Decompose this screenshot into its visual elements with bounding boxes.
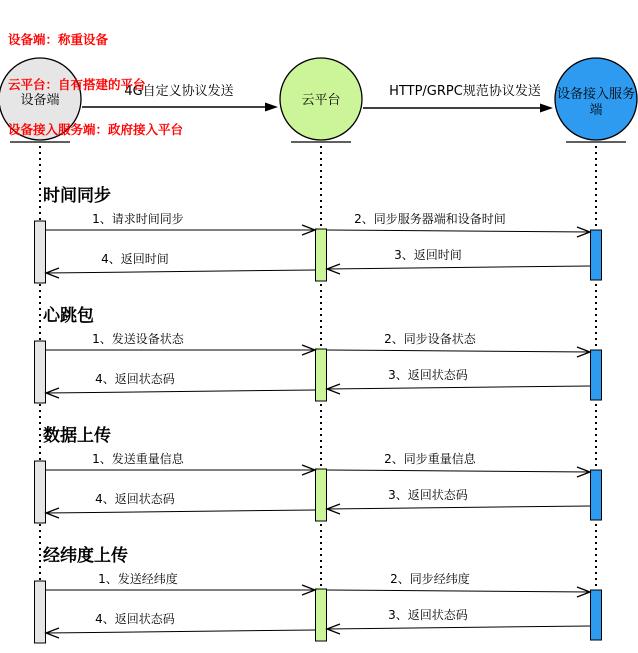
message-label: 3、返回状态码 [388, 608, 468, 622]
protocol-arrow-label: HTTP/GRPC规范协议发送 [389, 84, 541, 99]
message-label: 3、返回时间 [394, 248, 462, 262]
activation-bar-2 [591, 590, 602, 640]
message-label: 4、返回时间 [101, 252, 169, 266]
section-title: 时间同步 [43, 186, 111, 206]
message-label: 4、返回状态码 [95, 492, 175, 506]
section-title: 数据上传 [43, 426, 111, 446]
section-title: 经纬度上传 [43, 546, 128, 566]
message-line [327, 266, 590, 269]
legend-notes [8, 2, 183, 167]
activation-bar-0 [35, 581, 46, 643]
activation-bar-2 [591, 350, 602, 400]
activation-bar-1 [316, 349, 327, 401]
message-label: 3、返回状态码 [388, 368, 468, 382]
legend-note-cloud: 云平台：自有搭建的平台 [8, 77, 146, 92]
message-label: 1、发送重量信息 [92, 452, 184, 466]
message-label: 4、返回状态码 [95, 372, 175, 386]
message-label: 3、返回状态码 [388, 488, 468, 502]
protocol-arrow-label: 4G自定义协议发送 [124, 84, 234, 99]
legend-note-gateway: 设备接入服务端：政府接入平台 [8, 122, 184, 137]
message-label: 4、返回状态码 [95, 612, 175, 626]
protocol-arrowhead-filled-icon [265, 103, 278, 112]
message-label: 1、发送经纬度 [98, 572, 178, 586]
section-title: 心跳包 [43, 306, 94, 326]
actor-label-cloud: 云平台 [301, 93, 341, 108]
message-label: 2、同步服务器端和设备时间 [354, 212, 506, 226]
message-label: 1、请求时间同步 [92, 212, 184, 226]
message-label: 2、同步重量信息 [384, 452, 476, 466]
activation-bar-1 [316, 229, 327, 281]
message-label: 2、同步经纬度 [390, 572, 470, 586]
activation-bar-0 [35, 341, 46, 403]
activation-bar-1 [316, 589, 327, 641]
activation-bar-0 [35, 221, 46, 283]
message-line [327, 350, 590, 352]
message-line [327, 506, 590, 509]
actor-label-device: 设备端 [20, 93, 60, 108]
activation-bar-2 [591, 470, 602, 520]
message-line [46, 510, 315, 513]
message-line [327, 470, 590, 472]
activation-bar-1 [316, 469, 327, 521]
activation-bar-0 [35, 461, 46, 523]
message-label: 1、发送设备状态 [92, 332, 184, 346]
message-line [327, 230, 590, 232]
message-line [327, 386, 590, 389]
message-label: 2、同步设备状态 [384, 332, 476, 346]
message-line [46, 630, 315, 633]
message-line [327, 626, 590, 629]
message-line [46, 270, 315, 273]
message-line [327, 590, 590, 592]
message-line [46, 390, 315, 393]
actor-label-gateway-line1: 设备接入服务 [556, 87, 636, 102]
actor-label-gateway-line2: 端 [589, 103, 603, 118]
legend-note-device: 设备端：称重设备 [8, 32, 109, 47]
activation-bar-2 [591, 230, 602, 280]
protocol-arrowhead-filled-icon [540, 104, 553, 113]
